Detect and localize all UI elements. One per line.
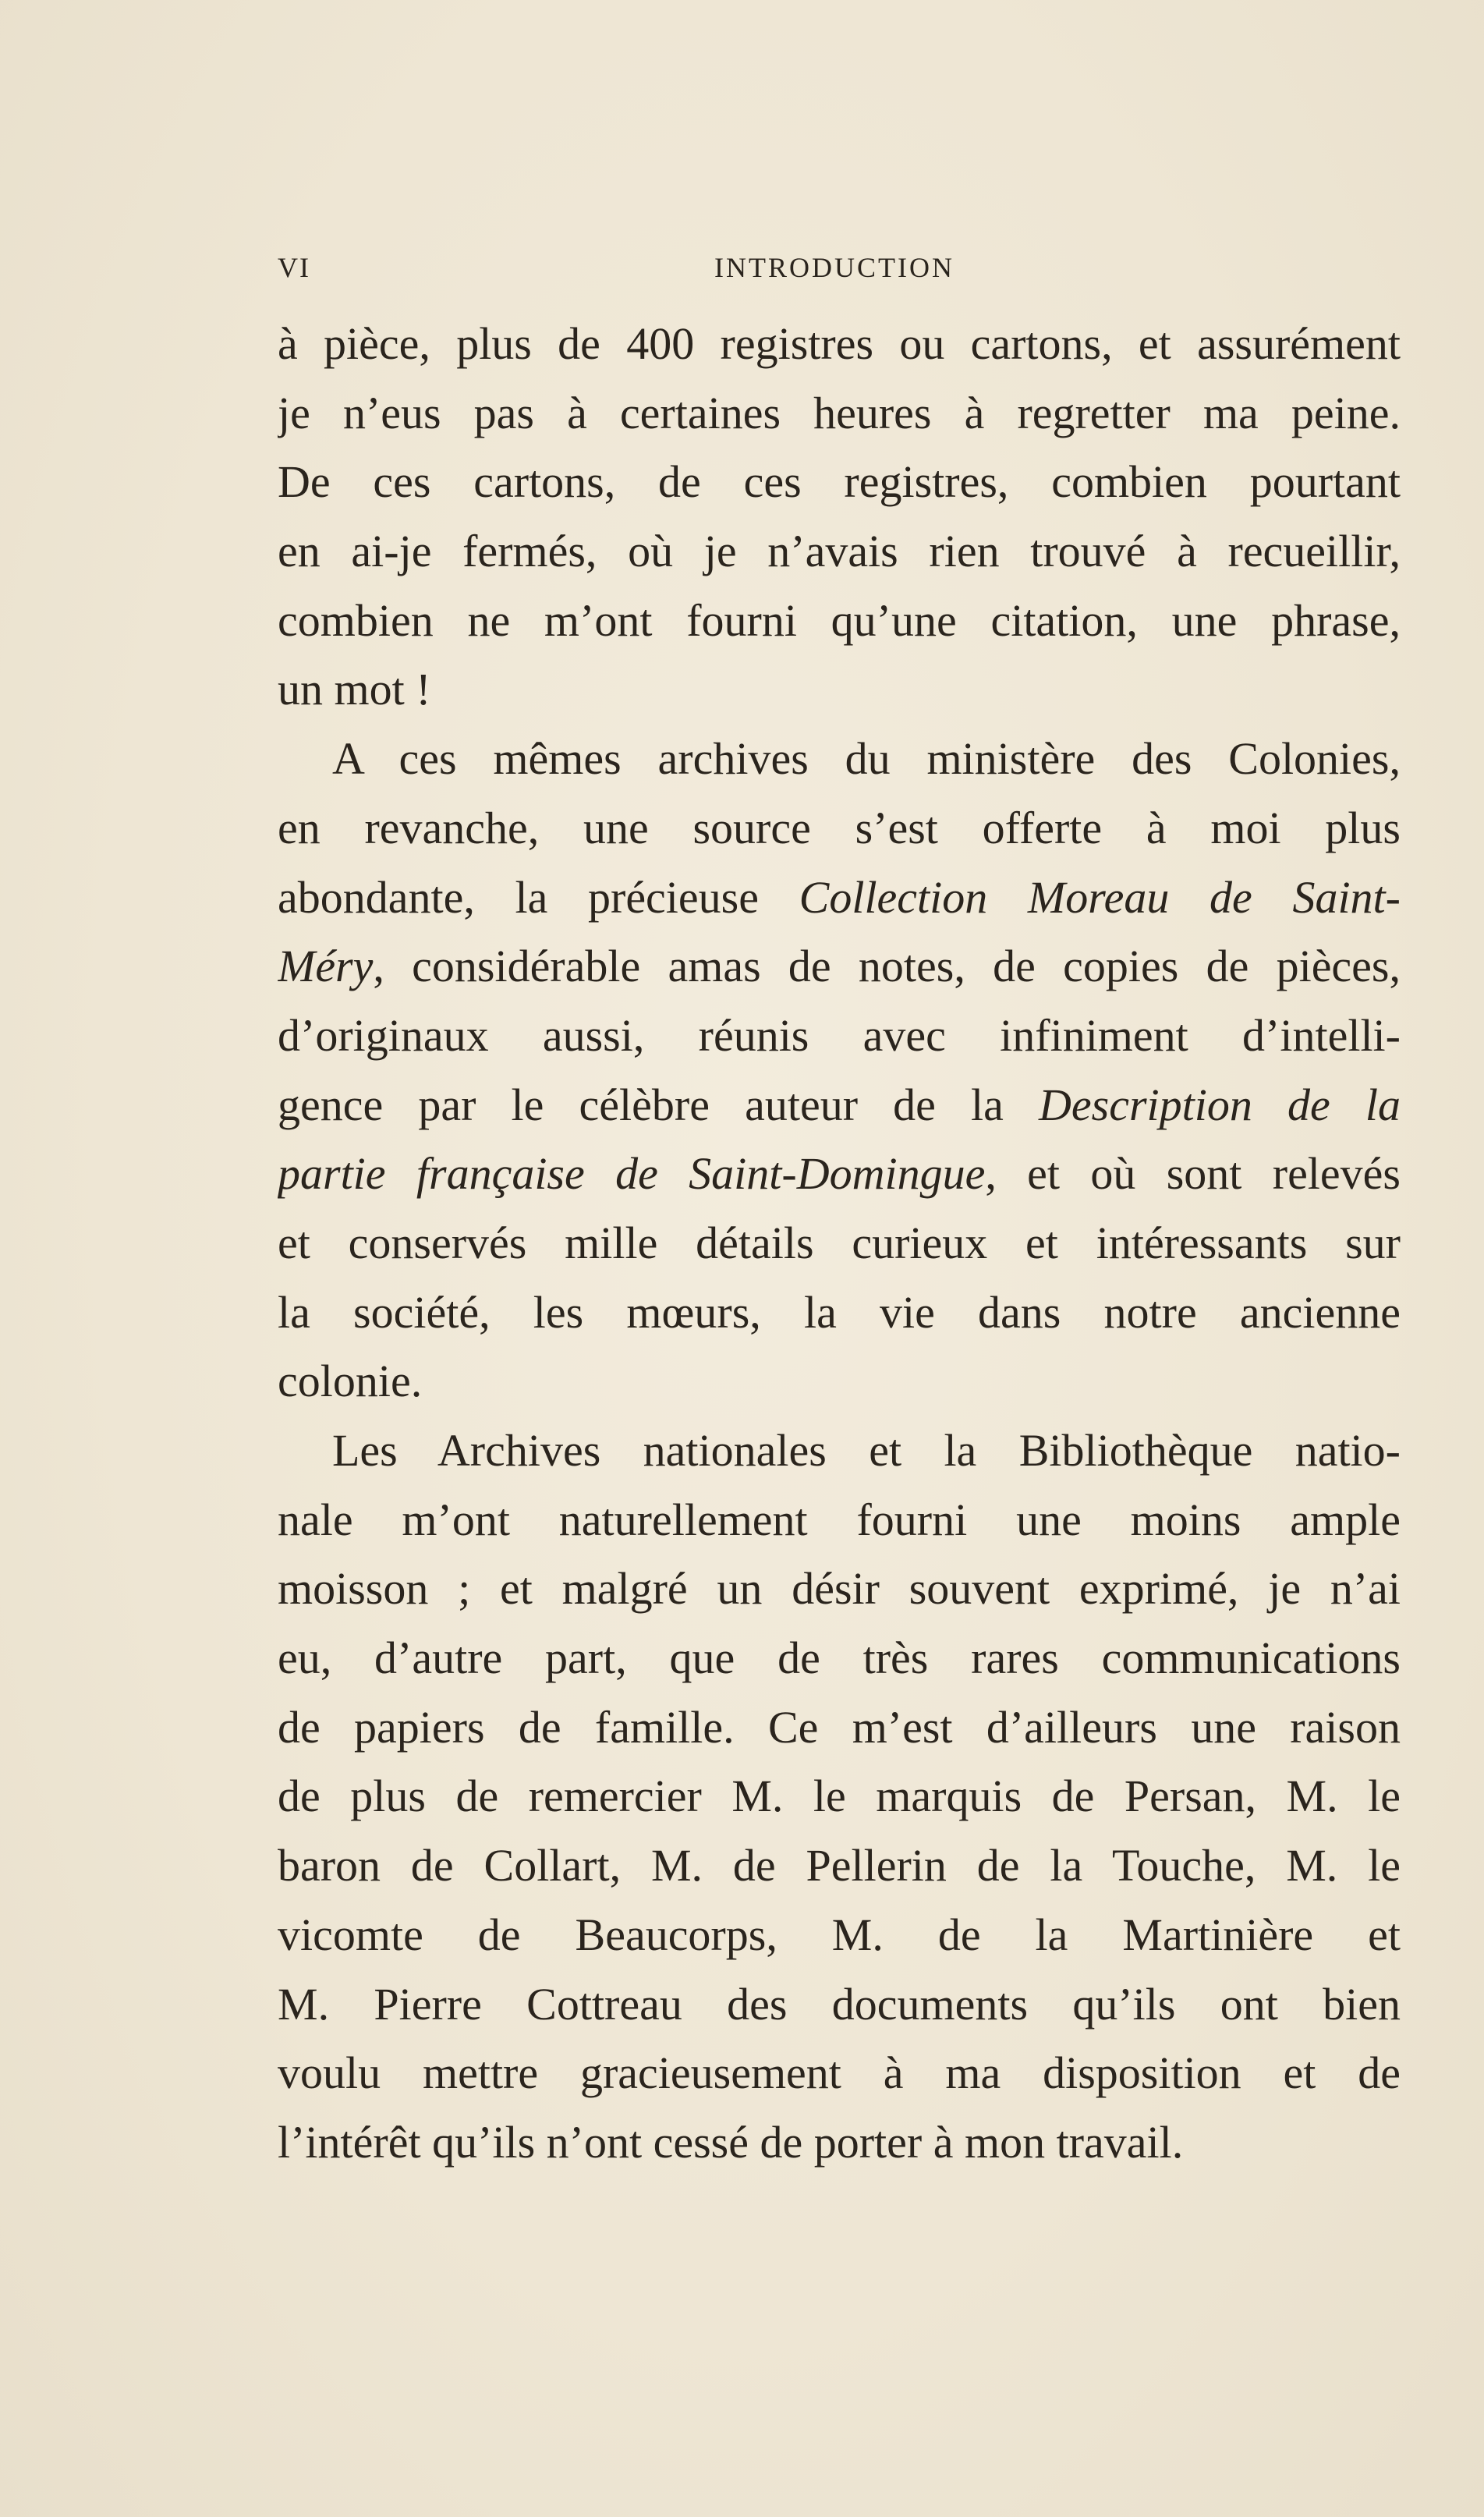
text-line: gence par le célèbre auteur de la Description de la: [278, 1079, 1401, 1130]
paragraph-start-line: A ces mêmes archives du ministère des Colonies,: [332, 733, 1401, 785]
text-line: l’intérêt qu’ils n’ont cessé de porter à mon travail.: [278, 2116, 1184, 2168]
text-line: M. Pierre Cottreau des documents qu’ils ont bien: [278, 1978, 1401, 2030]
text-line: combien ne m’ont fourni qu’une citation, une phrase,: [278, 594, 1401, 646]
text-line: de plus de remercier M. le marquis de Persan, M. le: [278, 1771, 1401, 1822]
text-line: colonie.: [278, 1356, 423, 1407]
italic-title: Description de la: [1039, 1079, 1401, 1130]
text-line: abondante, la précieuse Collection Moreau de Saint-: [278, 871, 1401, 923]
text-line: et conservés mille détails curieux et intéressants sur: [278, 1217, 1401, 1268]
text-line: eu, d’autre part, que de très rares communications: [278, 1633, 1401, 1684]
text-line: un mot !: [278, 664, 431, 715]
text-line: vicomte de Beaucorps, M. de la Martinière et: [278, 1909, 1401, 1960]
text-line: De ces cartons, de ces registres, combien pourtant: [278, 456, 1401, 508]
text-line: je n’eus pas à certaines heures à regretter ma peine.: [278, 387, 1401, 438]
running-title: INTRODUCTION: [714, 252, 955, 283]
text-line: en revanche, une source s’est offerte à moi plus: [278, 802, 1401, 853]
italic-title: Méry: [278, 941, 374, 992]
text-line: partie française de Saint-Domingue, et où sont relevés: [278, 1148, 1401, 1200]
italic-title: Collection Moreau de Saint-: [799, 871, 1401, 923]
text-line: la société, les mœurs, la vie dans notre ancienne: [278, 1286, 1401, 1338]
text-line: baron de Collart, M. de Pellerin de la Touche, M. le: [278, 1840, 1401, 1891]
text-line: Méry, considérable amas de notes, de copies de pièces,: [278, 941, 1401, 992]
page-header: [278, 251, 1401, 290]
text-line: de papiers de famille. Ce m’est d’ailleurs une raison: [278, 1701, 1401, 1753]
italic-title: partie française de Saint-Domingue: [278, 1148, 986, 1200]
text-line: nale m’ont naturellement fourni une moins ample: [278, 1494, 1401, 1545]
page-number: VI: [278, 252, 310, 283]
text-line: à pièce, plus de 400 registres ou cartons, et assurément: [278, 318, 1401, 369]
text-line: d’originaux aussi, réunis avec infiniment d’intelli-: [278, 1009, 1401, 1061]
body-text: [278, 310, 1401, 2178]
text-line: en ai-je fermés, où je n’avais rien trouvé à recueillir,: [278, 526, 1401, 577]
paragraph-start-line: Les Archives nationales et la Bibliothèque natio-: [332, 1425, 1401, 1476]
text-line: moisson ; et malgré un désir souvent exprimé, je n’ai: [278, 1563, 1401, 1615]
text-line: voulu mettre gracieusement à ma disposition et de: [278, 2047, 1401, 2099]
